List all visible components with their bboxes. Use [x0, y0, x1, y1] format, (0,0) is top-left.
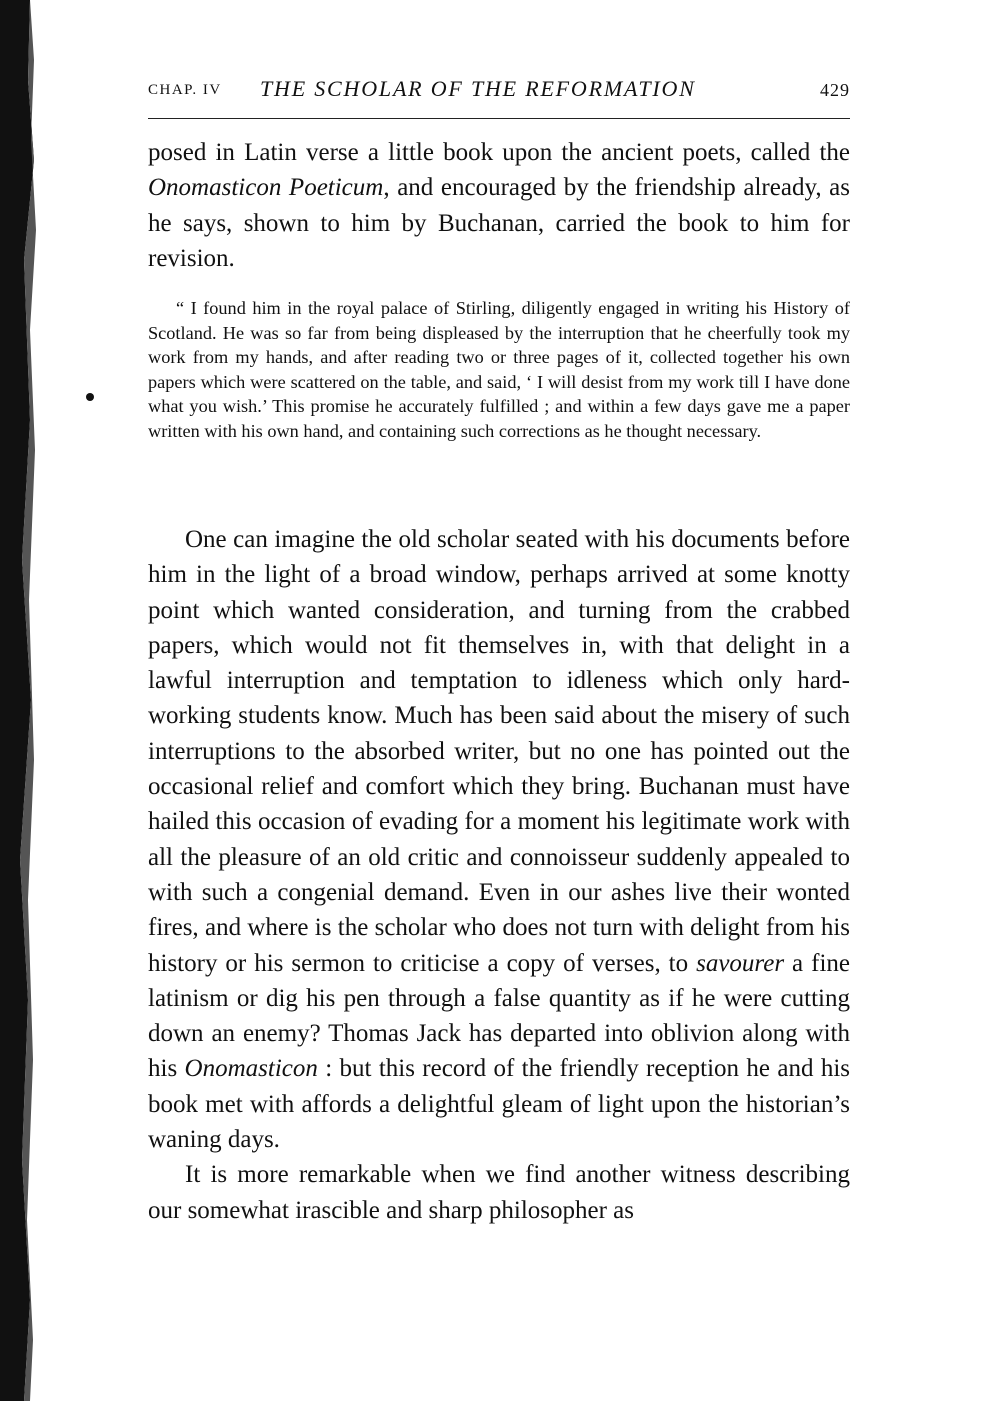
running-title: THE SCHOLAR OF THE REFORMATION: [260, 76, 696, 101]
running-header: [148, 70, 850, 110]
paragraph-1-text-b: , and encouraged by the friendship already, as he says, shown to him by Buchanan, carried the book to him for revision.: [148, 174, 851, 272]
paragraph-1-italic-title: Onomasticon Poeticum: [148, 174, 384, 202]
paragraph-3: It is more remarkable when we find another witness describing our somewhat irascible and sharp philosopher as: [148, 1161, 850, 1224]
paragraph-2-italic-a: savourer: [696, 949, 785, 977]
paragraph-2-text-b: a fine latinism or dig his pen through a false quantity as if he were cutting down an enemy? Thomas Jack has departed into oblivion along with his: [148, 949, 850, 1083]
block-quote-text: “ I found him in the royal palace of Stirling, diligently engaged in writing his History of Scotland. He was so far from being displeased by the interruption that he cheerfully took my work from my hands, and after reading two or three pages of it, collected together his own papers which were scattered on the table, and said, ‘ I will desist from my work till I have done what you wish.’ This promise he accurately fulfilled ; and within a few days gave me a paper written with his own hand, and containing such corrections as he thought necessary.: [148, 298, 850, 441]
chapter-label: CHAP. IV: [148, 82, 222, 98]
paragraph-2-italic-b: Onomasticon: [184, 1055, 318, 1083]
paragraph-2-text-c: : but this record of the friendly reception he and his book met with affords a delightful gleam of light upon the historian’s waning days.: [148, 1055, 850, 1154]
block-quote: [148, 296, 850, 444]
page-number: 429: [820, 80, 850, 100]
paragraph-2: [148, 522, 850, 1228]
page-edge-shadow: [0, 0, 40, 1401]
paragraph-1-text-a: posed in Latin verse a little book upon the ancient poets, called the: [148, 139, 850, 166]
paragraph-2-text-a: One can imagine the old scholar seated with his documents before him in the light of a broad window, perhaps arrived at some knotty point which wanted consideration, and turning from the crabbed papers, which would not fit themselves in, with that delight in a lawful interruption and temptation to idleness which only hard-working students know. Much has been said about the misery of such interruptions to the absorbed writer, but no one has pointed out the occasional relief and comfort which they bring. Buchanan must have hailed this occasion of evading for a moment his legitimate work with all the pleasure of an old critic and connoisseur suddenly appealed to with such a congenial demand. Even in our ashes live their wonted fires, and where is the scholar who does not turn with delight from his history or his sermon to criticise a copy of verses, to: [148, 526, 850, 977]
stray-dot: [86, 393, 94, 401]
header-rule: [148, 118, 850, 119]
paragraph-1: [148, 135, 850, 276]
